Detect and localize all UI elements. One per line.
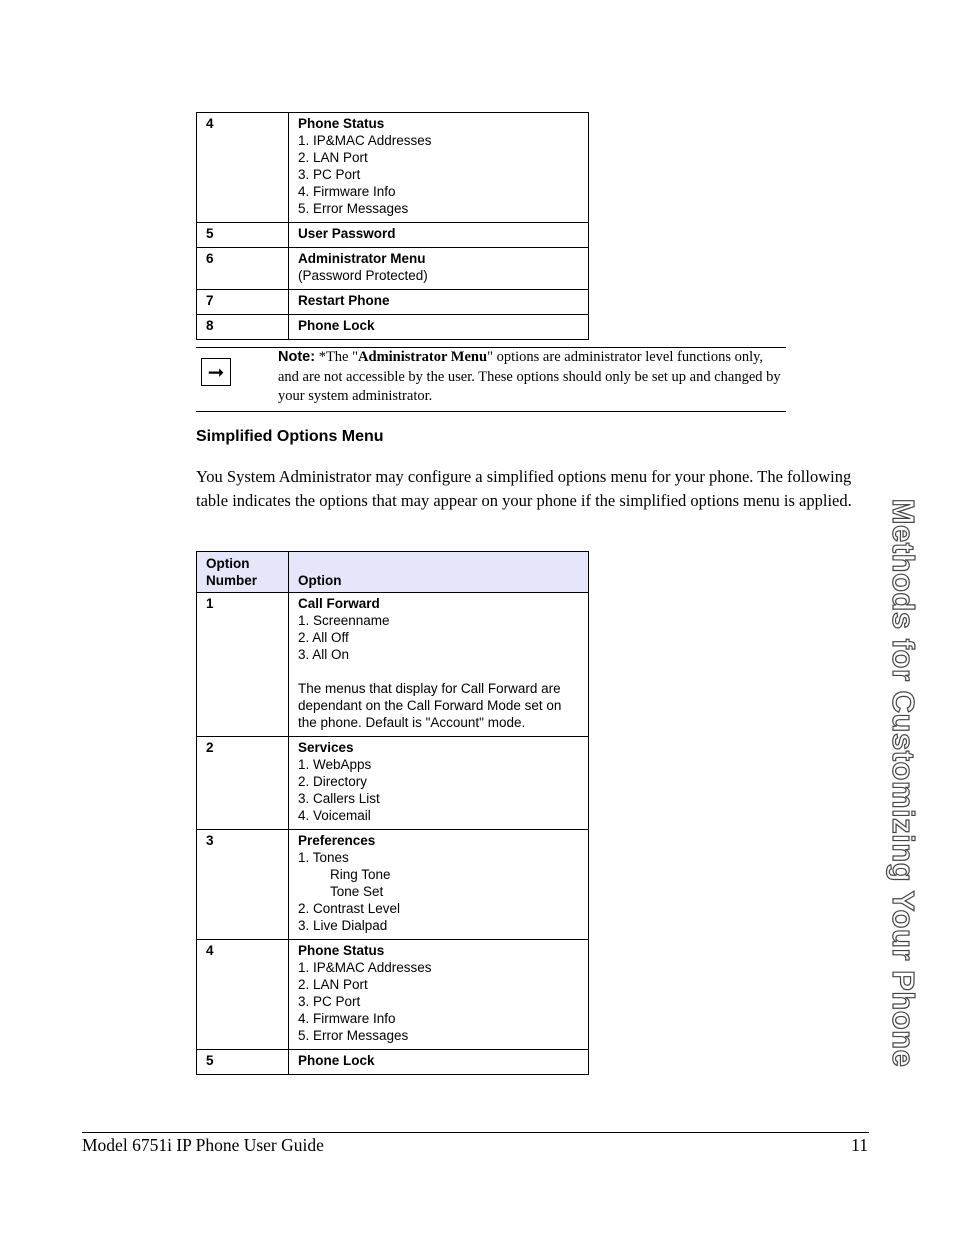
option-title: Phone Status <box>298 943 385 958</box>
option-cell <box>289 113 589 223</box>
note-text <box>278 348 784 407</box>
option-subitem: 3. Callers List <box>298 791 380 806</box>
option-subitem: 1. IP&MAC Addresses <box>298 133 432 148</box>
option-subitem: 4. Voicemail <box>298 808 371 823</box>
option-subitem: 2. Contrast Level <box>298 901 401 916</box>
option-cell <box>289 593 589 737</box>
option-title: Services <box>298 740 354 755</box>
option-subitem: 1. IP&MAC Addresses <box>298 960 432 975</box>
header-option-number: Option Number <box>197 552 289 593</box>
option-title: Phone Lock <box>298 1053 375 1068</box>
option-title: Phone Status <box>298 116 385 131</box>
option-cell <box>289 248 589 290</box>
option-cell <box>289 1050 589 1075</box>
option-number: 4 <box>197 940 289 1050</box>
table-row <box>197 315 589 340</box>
option-title: Phone Lock <box>298 318 375 333</box>
option-subitem: 2. Directory <box>298 774 368 789</box>
option-cell <box>289 315 589 340</box>
option-subitem <box>298 663 580 680</box>
option-subitem: 5. Error Messages <box>298 201 409 216</box>
table-row <box>197 248 589 290</box>
intro-paragraph: You System Administrator may configure a simplified options menu for your phone. The following table indicates the options that may appear on your phone if the simplified options menu is applied. <box>196 467 852 510</box>
option-cell <box>289 223 589 248</box>
option-title: User Password <box>298 226 396 241</box>
note-text-after: " options are administrator level functions only, and are not accessible by the user. These options should only be set up and changed by your system administrator. <box>278 349 781 404</box>
option-number: 2 <box>197 737 289 830</box>
footer-guide-title: Model 6751i IP Phone User Guide <box>82 1135 324 1155</box>
option-cell <box>289 830 589 940</box>
option-subitem: 2. All Off <box>298 630 349 645</box>
option-title: Administrator Menu <box>298 251 426 266</box>
option-subitem: Tone Set <box>330 884 384 899</box>
simplified-options-table <box>196 551 589 1075</box>
footer-rule <box>82 1132 869 1133</box>
options-table-continued <box>196 112 589 340</box>
table-row <box>197 113 589 223</box>
option-number: 6 <box>197 248 289 290</box>
note-label: Note: <box>278 349 316 365</box>
option-title: Preferences <box>298 833 376 848</box>
table-header-row <box>197 552 589 593</box>
option-subitem: 3. Live Dialpad <box>298 918 388 933</box>
option-subitem: 1. WebApps <box>298 757 372 772</box>
option-cell <box>289 737 589 830</box>
option-subitem: (Password Protected) <box>298 268 428 283</box>
option-subitem: 2. LAN Port <box>298 977 368 992</box>
option-subitem: 1. Tones <box>298 850 349 865</box>
option-number: 5 <box>197 223 289 248</box>
table-row <box>197 737 589 830</box>
option-number: 1 <box>197 593 289 737</box>
table-row <box>197 940 589 1050</box>
option-number: 5 <box>197 1050 289 1075</box>
page-number: 11 <box>851 1135 868 1155</box>
option-subitem: 5. Error Messages <box>298 1028 409 1043</box>
header-option: Option <box>289 552 589 593</box>
option-cell <box>289 940 589 1050</box>
arrow-right-icon: ➞ <box>201 358 231 386</box>
option-subitem: Ring Tone <box>330 867 391 882</box>
table-row <box>197 593 589 737</box>
option-subitem: 3. All On <box>298 647 350 662</box>
option-number: 8 <box>197 315 289 340</box>
option-number: 7 <box>197 290 289 315</box>
option-cell <box>289 290 589 315</box>
table-row <box>197 830 589 940</box>
option-subitem: 1. Screenname <box>298 613 390 628</box>
option-subitem: 4. Firmware Info <box>298 1011 396 1026</box>
note-text-before: *The " <box>318 349 359 365</box>
table-row <box>197 223 589 248</box>
note-bold: Administrator Menu <box>358 349 488 365</box>
section-heading: Simplified Options Menu <box>196 428 384 445</box>
chapter-side-title: Methods for Customizing Your Phone <box>886 498 921 1068</box>
option-description: The menus that display for Call Forward are dependant on the Call Forward Mode set on the phone. Default is "Account" mode. <box>298 681 562 730</box>
table-row <box>197 1050 589 1075</box>
option-subitem: 4. Firmware Info <box>298 184 396 199</box>
option-title: Restart Phone <box>298 293 390 308</box>
option-subitem: 3. PC Port <box>298 167 361 182</box>
table-row <box>197 290 589 315</box>
option-subitem: 3. PC Port <box>298 994 361 1009</box>
option-number: 4 <box>197 113 289 223</box>
option-subitem: 2. LAN Port <box>298 150 368 165</box>
option-title: Call Forward <box>298 596 380 611</box>
note-box <box>196 347 786 412</box>
option-number: 3 <box>197 830 289 940</box>
